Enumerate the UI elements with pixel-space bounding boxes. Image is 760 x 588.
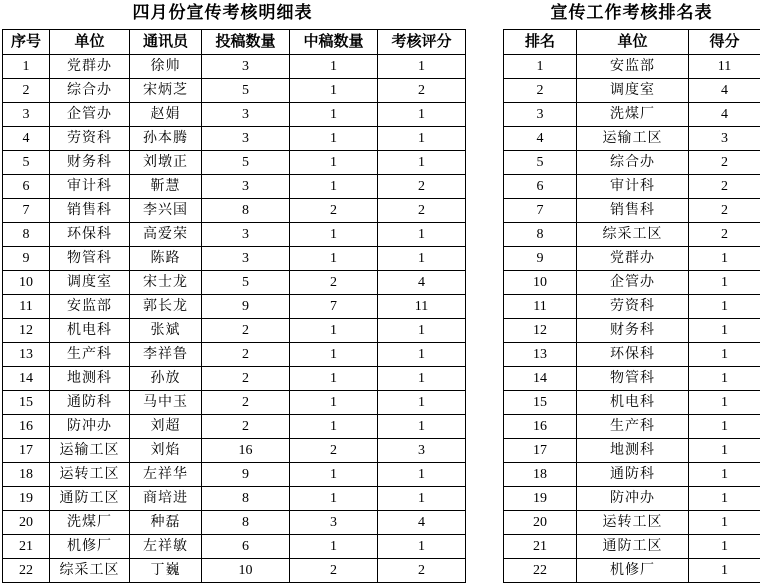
cell-rank: 14 bbox=[504, 367, 577, 391]
cell-points: 1 bbox=[689, 487, 760, 511]
cell-unit: 销售科 bbox=[50, 199, 130, 223]
table-header-row bbox=[504, 30, 760, 55]
cell-unit: 财务科 bbox=[577, 319, 689, 343]
cell-unit: 安监部 bbox=[50, 295, 130, 319]
cell-accepted: 1 bbox=[290, 535, 378, 559]
cell-rank: 11 bbox=[504, 295, 577, 319]
table-row bbox=[504, 511, 760, 535]
cell-submissions: 6 bbox=[202, 535, 290, 559]
cell-index: 8 bbox=[3, 223, 50, 247]
table-row bbox=[3, 535, 466, 559]
cell-accepted: 2 bbox=[290, 271, 378, 295]
cell-accepted: 1 bbox=[290, 319, 378, 343]
cell-unit: 地测科 bbox=[50, 367, 130, 391]
left-table-title: 四月份宣传考核明细表 bbox=[132, 3, 313, 22]
table-row bbox=[3, 367, 466, 391]
cell-submissions: 8 bbox=[202, 487, 290, 511]
cell-correspondent: 左祥华 bbox=[130, 463, 202, 487]
table-row bbox=[504, 55, 760, 79]
table-row bbox=[504, 151, 760, 175]
cell-index: 1 bbox=[3, 55, 50, 79]
cell-accepted: 3 bbox=[290, 511, 378, 535]
cell-submissions: 5 bbox=[202, 79, 290, 103]
cell-points: 4 bbox=[689, 103, 760, 127]
cell-index: 14 bbox=[3, 367, 50, 391]
column-header-rank: 排名 bbox=[504, 30, 577, 55]
table-row bbox=[3, 151, 466, 175]
cell-index: 3 bbox=[3, 103, 50, 127]
cell-rank: 13 bbox=[504, 343, 577, 367]
cell-accepted: 1 bbox=[290, 223, 378, 247]
cell-submissions: 9 bbox=[202, 463, 290, 487]
table-row bbox=[504, 127, 760, 151]
cell-unit: 劳资科 bbox=[50, 127, 130, 151]
table-row bbox=[3, 127, 466, 151]
cell-rank: 20 bbox=[504, 511, 577, 535]
table-row bbox=[3, 199, 466, 223]
cell-points: 2 bbox=[689, 223, 760, 247]
cell-points: 2 bbox=[689, 151, 760, 175]
cell-points: 1 bbox=[689, 391, 760, 415]
cell-index: 16 bbox=[3, 415, 50, 439]
table-row bbox=[504, 559, 760, 583]
cell-unit: 环保科 bbox=[50, 223, 130, 247]
table-row bbox=[504, 319, 760, 343]
cell-unit: 机修厂 bbox=[50, 535, 130, 559]
cell-rank: 12 bbox=[504, 319, 577, 343]
cell-unit: 通防工区 bbox=[50, 487, 130, 511]
cell-submissions: 3 bbox=[202, 175, 290, 199]
cell-index: 9 bbox=[3, 247, 50, 271]
right-panel bbox=[503, 0, 760, 583]
column-header-index: 序号 bbox=[3, 30, 50, 55]
cell-rank: 10 bbox=[504, 271, 577, 295]
detail-table-body bbox=[3, 55, 466, 583]
cell-accepted: 1 bbox=[290, 79, 378, 103]
cell-points: 1 bbox=[689, 247, 760, 271]
cell-submissions: 2 bbox=[202, 367, 290, 391]
table-row bbox=[3, 511, 466, 535]
cell-submissions: 2 bbox=[202, 391, 290, 415]
cell-correspondent: 高爱荣 bbox=[130, 223, 202, 247]
cell-accepted: 1 bbox=[290, 463, 378, 487]
cell-accepted: 1 bbox=[290, 175, 378, 199]
cell-unit: 企管办 bbox=[577, 271, 689, 295]
cell-score: 1 bbox=[378, 463, 466, 487]
cell-submissions: 3 bbox=[202, 103, 290, 127]
cell-rank: 18 bbox=[504, 463, 577, 487]
cell-unit: 运输工区 bbox=[577, 127, 689, 151]
table-row bbox=[3, 223, 466, 247]
table-row bbox=[504, 295, 760, 319]
cell-accepted: 1 bbox=[290, 127, 378, 151]
table-row bbox=[3, 79, 466, 103]
cell-rank: 22 bbox=[504, 559, 577, 583]
table-row bbox=[3, 487, 466, 511]
cell-score: 1 bbox=[378, 487, 466, 511]
table-row bbox=[504, 247, 760, 271]
cell-score: 1 bbox=[378, 247, 466, 271]
column-header-unit: 单位 bbox=[577, 30, 689, 55]
cell-points: 1 bbox=[689, 295, 760, 319]
cell-unit: 运转工区 bbox=[50, 463, 130, 487]
cell-correspondent: 宋士龙 bbox=[130, 271, 202, 295]
cell-unit: 洗煤厂 bbox=[50, 511, 130, 535]
cell-unit: 物管科 bbox=[577, 367, 689, 391]
cell-index: 12 bbox=[3, 319, 50, 343]
cell-unit: 综采工区 bbox=[50, 559, 130, 583]
cell-submissions: 8 bbox=[202, 199, 290, 223]
cell-rank: 6 bbox=[504, 175, 577, 199]
cell-score: 1 bbox=[378, 415, 466, 439]
cell-index: 22 bbox=[3, 559, 50, 583]
table-row bbox=[3, 175, 466, 199]
cell-index: 13 bbox=[3, 343, 50, 367]
cell-correspondent: 陈路 bbox=[130, 247, 202, 271]
cell-correspondent: 刘墩正 bbox=[130, 151, 202, 175]
column-header-points: 得分 bbox=[689, 30, 760, 55]
table-row bbox=[3, 247, 466, 271]
cell-rank: 16 bbox=[504, 415, 577, 439]
cell-unit: 综合办 bbox=[50, 79, 130, 103]
cell-points: 2 bbox=[689, 175, 760, 199]
table-row bbox=[3, 319, 466, 343]
cell-correspondent: 李祥鲁 bbox=[130, 343, 202, 367]
table-row bbox=[504, 535, 760, 559]
cell-accepted: 7 bbox=[290, 295, 378, 319]
table-row bbox=[3, 295, 466, 319]
cell-score: 2 bbox=[378, 559, 466, 583]
cell-accepted: 1 bbox=[290, 55, 378, 79]
cell-correspondent: 张斌 bbox=[130, 319, 202, 343]
cell-index: 19 bbox=[3, 487, 50, 511]
cell-unit: 销售科 bbox=[577, 199, 689, 223]
cell-unit: 安监部 bbox=[577, 55, 689, 79]
cell-points: 3 bbox=[689, 127, 760, 151]
cell-rank: 2 bbox=[504, 79, 577, 103]
cell-correspondent: 刘焰 bbox=[130, 439, 202, 463]
table-row bbox=[3, 463, 466, 487]
cell-unit: 生产科 bbox=[50, 343, 130, 367]
cell-correspondent: 李兴国 bbox=[130, 199, 202, 223]
cell-index: 11 bbox=[3, 295, 50, 319]
cell-submissions: 2 bbox=[202, 319, 290, 343]
table-row bbox=[3, 103, 466, 127]
cell-rank: 5 bbox=[504, 151, 577, 175]
cell-index: 20 bbox=[3, 511, 50, 535]
cell-index: 6 bbox=[3, 175, 50, 199]
cell-accepted: 2 bbox=[290, 439, 378, 463]
cell-submissions: 3 bbox=[202, 127, 290, 151]
table-row bbox=[504, 391, 760, 415]
table-header-row bbox=[3, 30, 466, 55]
cell-score: 1 bbox=[378, 391, 466, 415]
cell-unit: 企管办 bbox=[50, 103, 130, 127]
cell-unit: 生产科 bbox=[577, 415, 689, 439]
cell-index: 21 bbox=[3, 535, 50, 559]
cell-unit: 防冲办 bbox=[577, 487, 689, 511]
cell-correspondent: 宋炳芝 bbox=[130, 79, 202, 103]
cell-points: 1 bbox=[689, 463, 760, 487]
cell-unit: 综合办 bbox=[577, 151, 689, 175]
cell-index: 17 bbox=[3, 439, 50, 463]
cell-correspondent: 左祥敏 bbox=[130, 535, 202, 559]
table-row bbox=[3, 439, 466, 463]
column-header-score: 考核评分 bbox=[378, 30, 466, 55]
column-header-unit: 单位 bbox=[50, 30, 130, 55]
detail-table bbox=[2, 29, 466, 583]
cell-points: 4 bbox=[689, 79, 760, 103]
cell-score: 3 bbox=[378, 439, 466, 463]
table-row bbox=[504, 103, 760, 127]
cell-submissions: 8 bbox=[202, 511, 290, 535]
cell-unit: 通防科 bbox=[577, 463, 689, 487]
cell-correspondent: 孙本腾 bbox=[130, 127, 202, 151]
column-header-submissions: 投稿数量 bbox=[202, 30, 290, 55]
cell-submissions: 10 bbox=[202, 559, 290, 583]
table-row bbox=[504, 223, 760, 247]
table-row bbox=[504, 199, 760, 223]
cell-points: 1 bbox=[689, 511, 760, 535]
cell-points: 2 bbox=[689, 199, 760, 223]
cell-correspondent: 赵娟 bbox=[130, 103, 202, 127]
cell-unit: 地测科 bbox=[577, 439, 689, 463]
table-row bbox=[3, 415, 466, 439]
cell-rank: 15 bbox=[504, 391, 577, 415]
cell-score: 1 bbox=[378, 127, 466, 151]
ranking-table bbox=[503, 29, 760, 583]
cell-index: 15 bbox=[3, 391, 50, 415]
cell-score: 2 bbox=[378, 79, 466, 103]
cell-points: 1 bbox=[689, 367, 760, 391]
cell-correspondent: 靳慧 bbox=[130, 175, 202, 199]
cell-index: 4 bbox=[3, 127, 50, 151]
cell-correspondent: 刘超 bbox=[130, 415, 202, 439]
cell-submissions: 5 bbox=[202, 151, 290, 175]
cell-unit: 机电科 bbox=[50, 319, 130, 343]
cell-score: 4 bbox=[378, 511, 466, 535]
cell-unit: 审计科 bbox=[577, 175, 689, 199]
cell-score: 2 bbox=[378, 199, 466, 223]
table-row bbox=[504, 367, 760, 391]
cell-score: 1 bbox=[378, 151, 466, 175]
cell-rank: 4 bbox=[504, 127, 577, 151]
cell-correspondent: 马中玉 bbox=[130, 391, 202, 415]
cell-correspondent: 商培进 bbox=[130, 487, 202, 511]
cell-points: 1 bbox=[689, 439, 760, 463]
cell-rank: 19 bbox=[504, 487, 577, 511]
cell-rank: 3 bbox=[504, 103, 577, 127]
cell-unit: 综采工区 bbox=[577, 223, 689, 247]
cell-unit: 通防工区 bbox=[577, 535, 689, 559]
cell-points: 1 bbox=[689, 559, 760, 583]
cell-rank: 8 bbox=[504, 223, 577, 247]
cell-accepted: 1 bbox=[290, 103, 378, 127]
cell-correspondent: 丁巍 bbox=[130, 559, 202, 583]
cell-submissions: 3 bbox=[202, 247, 290, 271]
cell-submissions: 16 bbox=[202, 439, 290, 463]
cell-score: 1 bbox=[378, 223, 466, 247]
cell-unit: 运输工区 bbox=[50, 439, 130, 463]
cell-accepted: 1 bbox=[290, 343, 378, 367]
cell-unit: 通防科 bbox=[50, 391, 130, 415]
cell-accepted: 1 bbox=[290, 487, 378, 511]
cell-index: 7 bbox=[3, 199, 50, 223]
cell-unit: 机电科 bbox=[577, 391, 689, 415]
cell-accepted: 1 bbox=[290, 367, 378, 391]
table-row bbox=[504, 439, 760, 463]
table-row bbox=[3, 55, 466, 79]
cell-unit: 运转工区 bbox=[577, 511, 689, 535]
cell-score: 11 bbox=[378, 295, 466, 319]
cell-accepted: 2 bbox=[290, 199, 378, 223]
cell-score: 1 bbox=[378, 55, 466, 79]
cell-score: 2 bbox=[378, 175, 466, 199]
cell-correspondent: 种磊 bbox=[130, 511, 202, 535]
cell-points: 1 bbox=[689, 343, 760, 367]
cell-index: 2 bbox=[3, 79, 50, 103]
cell-points: 1 bbox=[689, 415, 760, 439]
cell-unit: 环保科 bbox=[577, 343, 689, 367]
cell-unit: 防冲办 bbox=[50, 415, 130, 439]
cell-score: 1 bbox=[378, 319, 466, 343]
cell-correspondent: 孙放 bbox=[130, 367, 202, 391]
cell-points: 11 bbox=[689, 55, 760, 79]
right-table-title: 宣传工作考核排名表 bbox=[550, 3, 713, 22]
table-row bbox=[504, 343, 760, 367]
cell-score: 4 bbox=[378, 271, 466, 295]
table-row bbox=[504, 79, 760, 103]
cell-submissions: 2 bbox=[202, 415, 290, 439]
table-row bbox=[3, 559, 466, 583]
cell-unit: 党群办 bbox=[50, 55, 130, 79]
table-row bbox=[504, 463, 760, 487]
cell-unit: 审计科 bbox=[50, 175, 130, 199]
table-row bbox=[504, 175, 760, 199]
cell-rank: 7 bbox=[504, 199, 577, 223]
column-header-correspondent: 通讯员 bbox=[130, 30, 202, 55]
cell-index: 18 bbox=[3, 463, 50, 487]
cell-unit: 机修厂 bbox=[577, 559, 689, 583]
cell-unit: 调度室 bbox=[50, 271, 130, 295]
cell-correspondent: 郭长龙 bbox=[130, 295, 202, 319]
column-header-accepted: 中稿数量 bbox=[290, 30, 378, 55]
cell-score: 1 bbox=[378, 343, 466, 367]
cell-score: 1 bbox=[378, 367, 466, 391]
table-row bbox=[3, 271, 466, 295]
cell-index: 5 bbox=[3, 151, 50, 175]
cell-accepted: 1 bbox=[290, 391, 378, 415]
table-row bbox=[504, 487, 760, 511]
cell-submissions: 3 bbox=[202, 55, 290, 79]
cell-score: 1 bbox=[378, 103, 466, 127]
cell-unit: 劳资科 bbox=[577, 295, 689, 319]
cell-index: 10 bbox=[3, 271, 50, 295]
cell-rank: 17 bbox=[504, 439, 577, 463]
cell-rank: 1 bbox=[504, 55, 577, 79]
cell-unit: 调度室 bbox=[577, 79, 689, 103]
cell-submissions: 5 bbox=[202, 271, 290, 295]
cell-unit: 洗煤厂 bbox=[577, 103, 689, 127]
table-row bbox=[3, 391, 466, 415]
cell-score: 1 bbox=[378, 535, 466, 559]
cell-points: 1 bbox=[689, 319, 760, 343]
cell-accepted: 2 bbox=[290, 559, 378, 583]
cell-accepted: 1 bbox=[290, 151, 378, 175]
cell-unit: 物管科 bbox=[50, 247, 130, 271]
cell-accepted: 1 bbox=[290, 247, 378, 271]
cell-submissions: 3 bbox=[202, 223, 290, 247]
cell-accepted: 1 bbox=[290, 415, 378, 439]
cell-rank: 9 bbox=[504, 247, 577, 271]
table-row bbox=[3, 343, 466, 367]
cell-correspondent: 徐帅 bbox=[130, 55, 202, 79]
cell-points: 1 bbox=[689, 271, 760, 295]
cell-submissions: 2 bbox=[202, 343, 290, 367]
cell-unit: 党群办 bbox=[577, 247, 689, 271]
cell-points: 1 bbox=[689, 535, 760, 559]
cell-rank: 21 bbox=[504, 535, 577, 559]
table-row bbox=[504, 271, 760, 295]
cell-unit: 财务科 bbox=[50, 151, 130, 175]
table-row bbox=[504, 415, 760, 439]
ranking-table-body bbox=[504, 55, 760, 583]
cell-submissions: 9 bbox=[202, 295, 290, 319]
